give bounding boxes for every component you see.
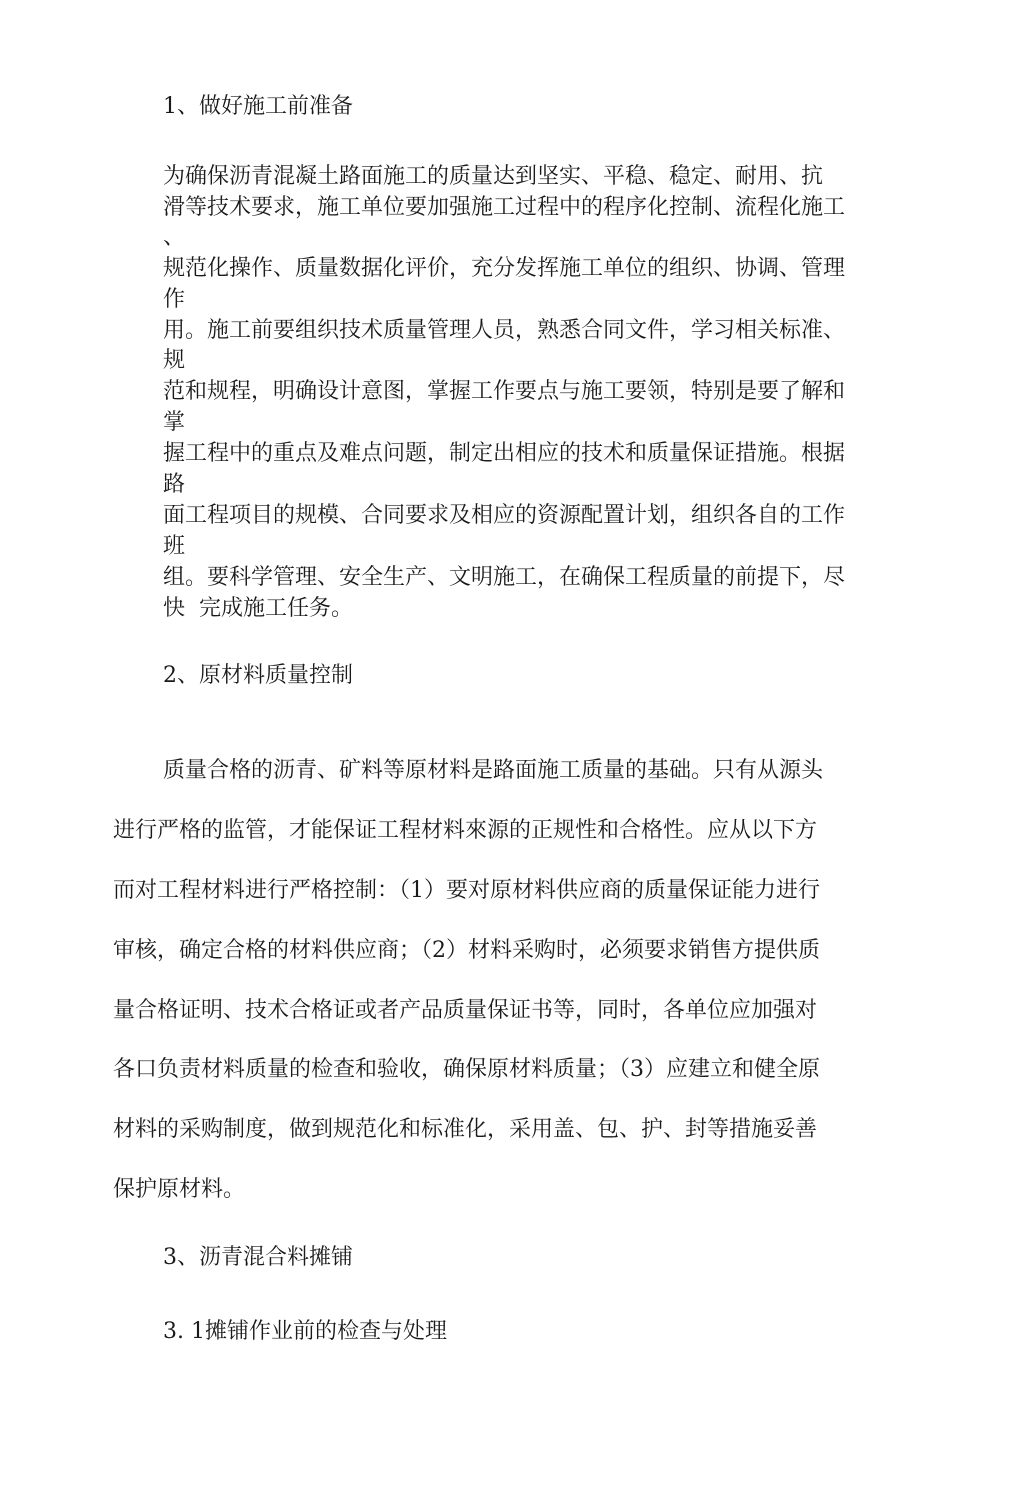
- section-1-line: 、: [163, 225, 186, 250]
- section-1-line: 用。施工前要组织技术质量管理人员，熟悉合同文件，学习相关标准、: [163, 318, 846, 343]
- section-1-line: 作: [163, 287, 186, 312]
- section-3-heading: 3、沥青混合料摊铺: [163, 1245, 353, 1270]
- section-1-line: 范和规程，明确设计意图，掌握工作要点与施工要领，特别是要了解和: [163, 379, 846, 404]
- section-1-line: 规范化操作、质量数据化评价，充分发挥施工单位的组织、协调、管理: [163, 256, 846, 281]
- section-1-line: 路: [163, 472, 186, 497]
- section-2-line: 进行严格的监管，才能保证工程材料來源的正规性和合格性。应从以下方: [113, 818, 818, 843]
- section-1-line: 掌: [163, 410, 186, 435]
- section-1-line: 班: [163, 534, 186, 559]
- section-1-line: 滑等技术要求，施工单位要加强施工过程中的程序化控制、流程化施工: [163, 195, 846, 220]
- section-1-line: 组。要科学管理、安全生产、文明施工，在确保工程质量的前提下，尽: [163, 565, 846, 590]
- section-1-heading: 1、做好施工前准备: [163, 94, 353, 119]
- section-2-line: 质量合格的沥青、矿料等原材料是路面施工质量的基础。只有从源头: [163, 758, 824, 783]
- section-2-line: 材料的采购制度，做到规范化和标准化，采用盖、包、护、封等措施妥善: [113, 1117, 818, 1142]
- section-1-line: 面工程项目的规模、合同要求及相应的资源配置计划，组织各自的工作: [163, 503, 846, 528]
- section-2-line: 量合格证明、技术合格证或者产品质量保证书等，同时，各单位应加强对: [113, 998, 818, 1023]
- section-3-subheading: 3. 1摊铺作业前的检查与处理: [163, 1319, 447, 1344]
- section-2-line: 而对工程材料进行严格控制：（1）要对原材料供应商的质量保证能力进行: [113, 878, 820, 903]
- section-2-line: 保护原材料。: [113, 1177, 246, 1202]
- section-1-line: 规: [163, 348, 186, 373]
- section-1-line: 快 完成施工任务。: [163, 596, 353, 621]
- section-2-line: 各口负责材料质量的检查和验收，确保原材料质量；（3）应建立和健全原: [113, 1057, 820, 1082]
- section-1-line: 握工程中的重点及难点问题，制定出相应的技术和质量保证措施。根据: [163, 441, 846, 466]
- section-2-heading: 2、原材料质量控制: [163, 663, 353, 688]
- section-2-line: 审核，确定合格的材料供应商；（2）材料采购时，必须要求销售方提供质: [113, 938, 820, 963]
- section-1-line: 为确保沥青混凝土路面施工的质量达到坚实、平稳、稳定、耐用、抗: [163, 164, 824, 189]
